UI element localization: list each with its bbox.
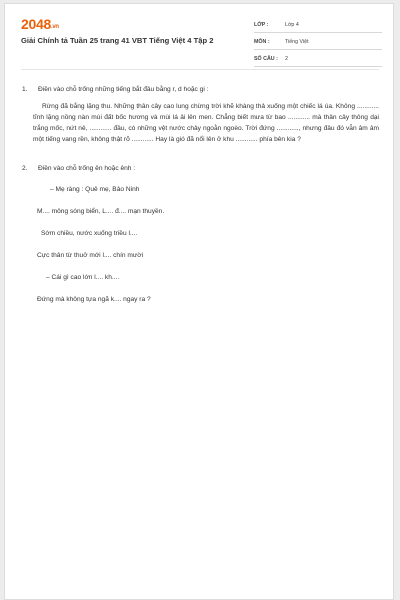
poem-line: Đứng mà không tựa ngã k.... ngay ra ? <box>37 296 151 303</box>
logo-domain: .vn <box>50 24 59 30</box>
page-title: Giải Chính tả Tuần 25 trang 41 VBT Tiếng Việt 4 Tập 2 <box>21 36 214 45</box>
question-number: 1. <box>22 86 28 93</box>
meta-value: Tiếng Việt <box>285 39 309 45</box>
question-1-passage: Rừng đã bắng lặng thu. Những thân cây cao lung chừng trời khẽ khàng thả xuống một chiếc lá úa. Không ............ tĩnh lặng nồng nàn mùi đất bốc hương và mùi lá ải lên men. Chẳng biết mưa từ bao ............ mà thân cây thông dại trắng mốc, nứt nẻ, ............ đầu, có những vệt nước chảy ngoằn ngoèo. Trời đứng ............, nhưng đâu đó vẫn âm âm một tiếng vang rền, không thật rõ ............ Hay là gió đã nổi lên ở khu ............ phía bên kia ? <box>33 103 379 143</box>
header-divider <box>21 69 379 70</box>
meta-label: MÔN : <box>254 39 270 45</box>
meta-row-subject <box>254 36 382 50</box>
meta-label: LỚP : <box>254 22 269 28</box>
meta-value: 2 <box>285 56 288 62</box>
question-number: 2. <box>22 165 28 172</box>
poem-line: Sớm chiều, nước xuống triều l.... <box>41 230 138 237</box>
poem-line: Cực thân từ thuở mới l.... chín mười <box>37 252 144 259</box>
poem-line: M.... mông sóng biển, L.... đ.... mạn thuyền. <box>37 208 165 215</box>
question-prompt: Điền vào chỗ trống những tiếng bắt đầu bằng r, d hoặc gi : <box>38 86 209 93</box>
logo-text: 2048 <box>21 16 51 32</box>
meta-table <box>254 19 382 70</box>
meta-label: SỐ CÂU : <box>254 56 278 62</box>
question-1-heading <box>22 84 379 95</box>
worksheet-page <box>4 3 394 600</box>
poem-line: – Mẹ ràng : Quê mẹ, Bảo Ninh <box>50 186 140 193</box>
meta-row-grade <box>254 19 382 33</box>
question-prompt: Điền vào chỗ trống ên hoặc ênh : <box>38 165 136 172</box>
worksheet-content <box>22 84 379 305</box>
site-logo[interactable] <box>21 16 59 32</box>
meta-value: Lớp 4 <box>285 22 299 28</box>
question-2-heading <box>22 163 379 174</box>
poem-line: – Cái gì cao lớn l.... kh.... <box>46 274 120 281</box>
question-2-lines <box>22 184 379 305</box>
meta-row-count <box>254 53 382 67</box>
